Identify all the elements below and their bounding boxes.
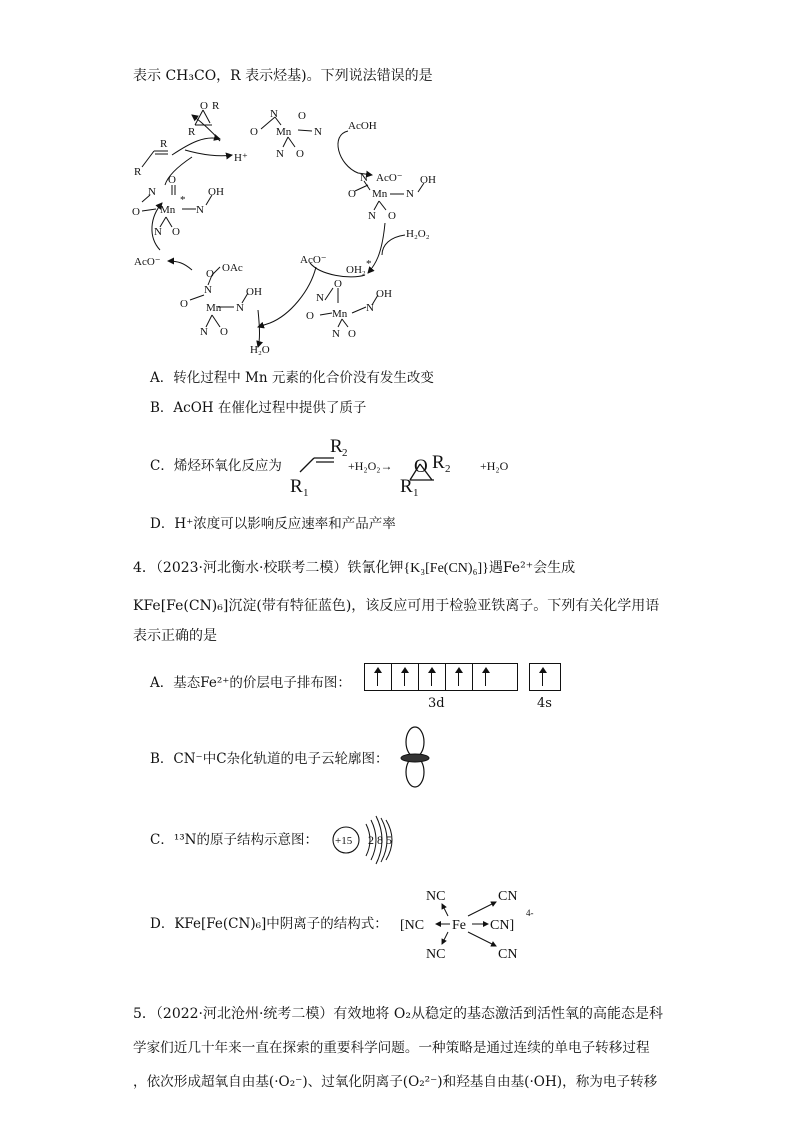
orbital-4s-1 <box>530 664 560 690</box>
q4-option-d: D．KFe[Fe(CN)₆]中阴离子的结构式： <box>150 916 388 932</box>
label-mn-top: Mn <box>276 126 292 138</box>
q3-option-d: D．H⁺浓度可以影响反应速率和产品产率 <box>150 516 396 532</box>
svg-text:O: O <box>168 174 176 186</box>
label-3d: 3d <box>428 696 445 711</box>
svg-text:N: N <box>366 302 374 314</box>
svg-text:O: O <box>334 278 342 290</box>
label-mn-left: Mn <box>160 204 176 216</box>
orbital-box-3d <box>364 663 518 691</box>
q3-option-b: B．AcOH 在催化过程中提供了质子 <box>150 400 367 416</box>
label-acoh: AcOH <box>348 120 377 132</box>
q3-option-c-equation <box>286 430 526 500</box>
svg-text:*: * <box>366 258 372 270</box>
svg-text:O: O <box>172 226 180 238</box>
svg-text:N: N <box>200 326 208 338</box>
c-eq-r2-left: R <box>330 436 343 457</box>
svg-text:2: 2 <box>342 447 348 459</box>
hybrid-orbital-icon <box>398 726 432 788</box>
svg-text:O: O <box>206 268 214 280</box>
label-oh-bottom-right: OH <box>376 288 392 300</box>
svg-text:N: N <box>314 126 322 138</box>
svg-text:O: O <box>348 328 356 340</box>
q5-line3: ，依次形成超氧自由基(·O₂⁻)、过氧化阴离子(O₂²⁻)和羟基自由基(·OH)，称为电子转移 <box>133 1074 658 1090</box>
svg-text:N: N <box>406 188 414 200</box>
svg-text:O: O <box>132 206 140 218</box>
ligand-cn-bottom: CN <box>498 947 518 962</box>
ligand-nc-left: [NC <box>400 918 425 933</box>
label-aco-right: AcO⁻ <box>376 172 403 184</box>
orbital-3d-1 <box>365 664 392 690</box>
label-oh-right: OH <box>420 174 436 186</box>
q4-line3: 表示正确的是 <box>133 628 217 644</box>
q3-option-c-prefix: C．烯烃环氧化反应为 <box>150 458 282 474</box>
label-r2-epoxide: R <box>212 100 220 112</box>
svg-text:O: O <box>298 110 306 122</box>
label-4s: 4s <box>537 696 552 711</box>
atomic-structure-diagram <box>330 812 420 868</box>
label-mn-bottom-right: Mn <box>332 308 348 320</box>
label-h2o2: H₂O₂ <box>406 228 430 240</box>
orbital-3d-5 <box>473 664 500 690</box>
label-oh-left: OH <box>208 186 224 198</box>
svg-text:O: O <box>220 326 228 338</box>
label-hplus: H⁺ <box>234 152 248 164</box>
svg-text:N: N <box>368 210 376 222</box>
svg-text:N: N <box>204 284 212 296</box>
orbital-box-4s <box>529 663 561 691</box>
label-r1-alkene: R <box>134 166 142 178</box>
svg-text:*: * <box>180 194 186 206</box>
label-r2-alkene: R <box>160 138 168 150</box>
svg-text:N: N <box>196 204 204 216</box>
ligand-cn-right: CN] <box>490 918 515 933</box>
ferrocyanide-structure <box>398 884 558 964</box>
c-eq-plus-h2o: +H₂O <box>480 459 509 473</box>
orbital-3d-3 <box>419 664 446 690</box>
ligand-nc-bottom: NC <box>426 947 446 962</box>
svg-text:N: N <box>276 148 284 160</box>
svg-text:N: N <box>154 226 162 238</box>
q5-line2: 学家们近几十年来一直在探索的重要科学问题。一种策略是通过连续的单电子转移过程 <box>133 1040 650 1056</box>
label-h2o: H₂O <box>250 344 270 356</box>
orbital-3d-4 <box>446 664 473 690</box>
q4-option-c: C．¹³N的原子结构示意图： <box>150 832 318 848</box>
label-mn-right: Mn <box>372 188 388 200</box>
q5-line1: 5．（2022·河北沧州·统考二模）有效地将 O₂从稳定的基态激活到活性氧的高能态是科 <box>133 1006 663 1022</box>
c-eq-r1-left: R <box>290 476 303 497</box>
svg-text:O: O <box>180 298 188 310</box>
ligand-nc-top: NC <box>426 889 446 904</box>
c-eq-plus-h2o2: +H₂O₂→ <box>348 459 393 473</box>
central-fe: Fe <box>452 918 466 933</box>
svg-text:1: 1 <box>303 487 309 499</box>
c-eq-r1-right: R <box>400 476 413 497</box>
svg-text:O: O <box>414 456 428 477</box>
svg-text:N: N <box>360 172 368 184</box>
svg-text:N: N <box>270 108 278 120</box>
ion-charge: 4- <box>526 908 534 918</box>
svg-text:1: 1 <box>413 487 419 499</box>
svg-text:O: O <box>250 126 258 138</box>
svg-text:O: O <box>306 310 314 322</box>
intro-line: 表示 CH₃CO，R 表示烃基)。下列说法错误的是 <box>133 68 433 84</box>
svg-text:O: O <box>348 188 356 200</box>
svg-text:O: O <box>200 100 208 112</box>
electron-shells: 2 8 5 <box>368 833 392 847</box>
catalytic-cycle-diagram <box>120 95 450 360</box>
ligand-cn-top: CN <box>498 889 518 904</box>
label-aco-left: AcO⁻ <box>134 256 161 268</box>
label-oh-bottom-left: OH <box>246 286 262 298</box>
svg-text:2: 2 <box>445 463 451 475</box>
svg-text:N: N <box>236 302 244 314</box>
svg-text:N: N <box>316 292 324 304</box>
q4-option-b: B．CN⁻中C杂化轨道的电子云轮廓图： <box>150 751 389 767</box>
orbital-3d-2 <box>392 664 419 690</box>
svg-text:O: O <box>296 148 304 160</box>
svg-text:O: O <box>388 210 396 222</box>
nucleus-charge: +15 <box>335 835 353 847</box>
label-oh2: OH₂ <box>346 264 366 276</box>
q4-option-a: A．基态Fe²⁺的价层电子排布图： <box>150 675 351 691</box>
svg-text:N: N <box>148 186 156 198</box>
svg-text:N: N <box>332 328 340 340</box>
c-eq-r2-right: R <box>432 452 445 473</box>
q4-line1: 4．（2023·河北衡水·校联考二模）铁氰化钾{K₃[Fe(CN)₆]}遇Fe²⁺会生成 <box>133 560 576 576</box>
q4-line2: KFe[Fe(CN)₆]沉淀(带有特征蓝色)，该反应可用于检验亚铁离子。下列有关化学用语 <box>133 598 660 614</box>
label-aco-center: AcO⁻ <box>300 254 327 266</box>
label-oac: OAc <box>222 262 243 274</box>
label-r1-epoxide: R <box>188 126 196 138</box>
label-mn-bottom-left: Mn <box>206 302 222 314</box>
q3-option-a: A．转化过程中 Mn 元素的化合价没有发生改变 <box>150 370 434 386</box>
